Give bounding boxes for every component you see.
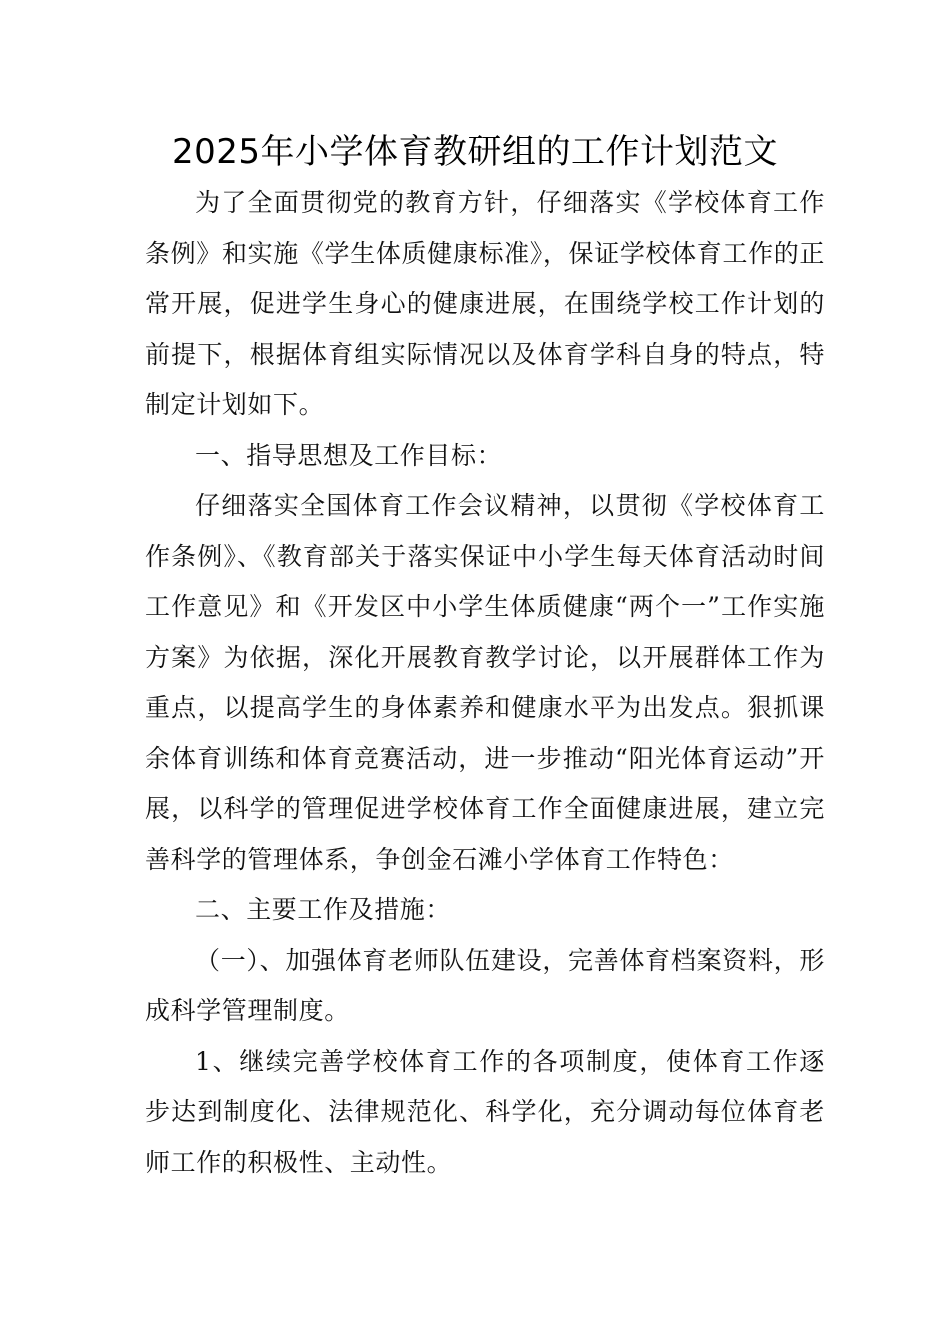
paragraph-guiding-ideology: 仔细落实全国体育工作会议精神，以贯彻《学校体育工作条例》、《教育部关于落实保证中小学生每天体育活动时间工作意见》和《开发区中小学生体质健康“两个一”工作实施方案》为依据，深化开展教育教学讨论，以开展群体工作为重点，以提高学生的身体素养和健康水平为出发点。狠抓课余体育训练和体育竞赛活动，进一步推动“阳光体育运动”开展，以科学的管理促进学校体育工作全面健康进展，建立完善科学的管理体系，争创金石滩小学体育工作特色： xyxy=(145,491,825,874)
paragraph-intro: 为了全面贯彻党的教育方针，仔细落实《学校体育工作条例》和实施《学生体质健康标准》，保证学校体育工作的正常开展，促进学生身心的健康进展，在围绕学校工作计划的前提下，根据体育组实际情况以及体育学科自身的特点，特制定计划如下。 xyxy=(145,188,825,419)
document-title: 2025年小学体育教研组的工作计划范文 xyxy=(171,132,779,172)
heading-main-work: 二、主要工作及措施： xyxy=(195,895,452,924)
document-body xyxy=(145,178,825,1188)
subheading-teacher-team: （一）、加强体育老师队伍建设，完善体育档案资料，形成科学管理制度。 xyxy=(145,945,825,1025)
heading-guiding-ideology: 一、指导思想及工作目标： xyxy=(195,440,503,470)
paragraph-item-1: 1、继续完善学校体育工作的各项制度，使体育工作逐步达到制度化、法律规范化、科学化，充分调动每位体育老师工作的积极性、主动性。 xyxy=(145,1046,825,1177)
